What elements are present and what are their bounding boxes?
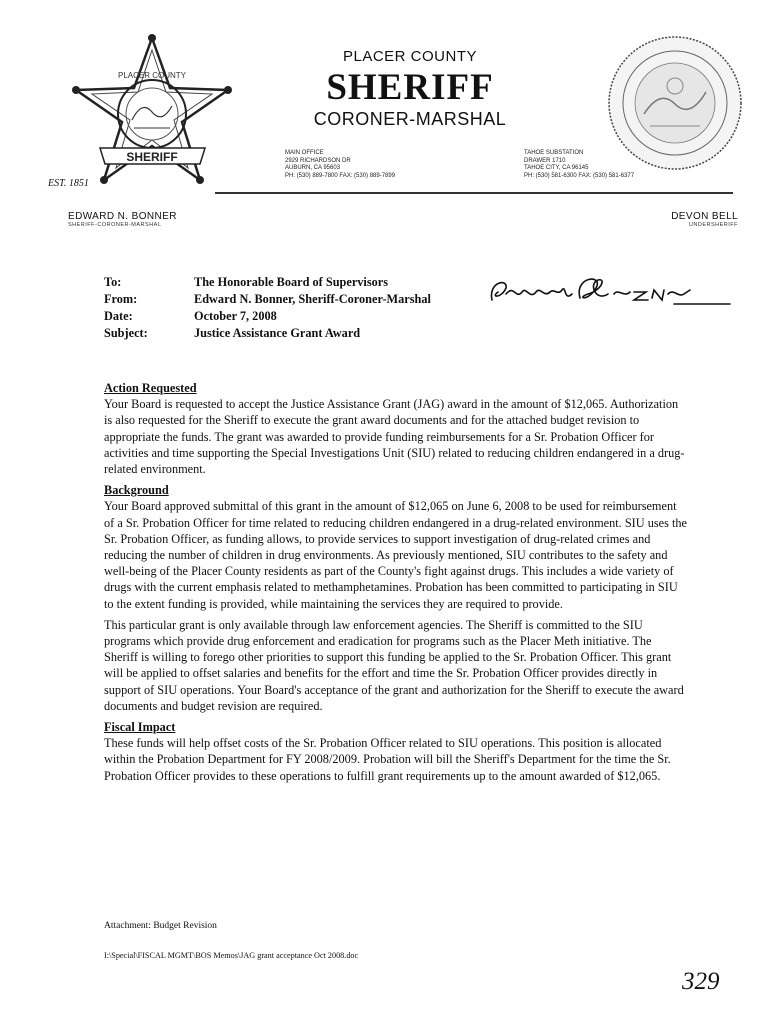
memo-subject-value: Justice Assistance Grant Award bbox=[194, 326, 361, 340]
page-number: 329 bbox=[682, 968, 720, 995]
badge-county-text: PLACER COUNTY bbox=[117, 71, 187, 80]
letterhead bbox=[0, 0, 770, 240]
agency-subtitle: CORONER-MARSHAL bbox=[313, 109, 507, 129]
sheriff-name: EDWARD N. BONNER bbox=[68, 211, 177, 222]
background-text-1: Your Board approved submittal of this grant in the amount of $12,065 on June 6, 2008 to be used for reimbursement of a Sr. Probation Officer for time related to reducing children endangered in a drug-related environment. SIU uses the Sr. Probation Officer, as funding allows, to provide services to support investigation of drug-related crimes and reducing the number of children in drug environments. As previously mentioned, SIU contributes to the safety and well-being of the Placer County residents as part of the County's fight against drugs. This includes a wide variety of drugs with the current emphasis related to methamphetamines. Probation has been committed to participating in SIU to the extent funding is provided, while maintaining the services they are required to provide. bbox=[104, 499, 687, 611]
background-heading: Background bbox=[104, 483, 169, 498]
main-office-line: 2929 RICHARDSON DR bbox=[285, 157, 351, 164]
memo-header bbox=[104, 274, 431, 342]
tahoe-office-line: TAHOE CITY, CA 96145 bbox=[524, 165, 589, 171]
file-path: I:\Special\FISCAL MGMT\BOS Memos\JAG grant acceptance Oct 2008.doc bbox=[104, 951, 359, 960]
memo-body bbox=[104, 380, 687, 784]
tahoe-office-line: TAHOE SUBSTATION bbox=[524, 150, 584, 156]
memo-label: Subject: bbox=[104, 326, 148, 340]
sheriff-official bbox=[68, 211, 177, 228]
undersheriff-official bbox=[671, 211, 738, 228]
memo-from-row bbox=[104, 291, 431, 308]
memo-to-row bbox=[104, 274, 431, 291]
letterhead-divider bbox=[215, 192, 733, 194]
fiscal-impact-text: These funds will help offset costs of the Sr. Probation Officer related to SIU operations. This position is allocated within the Probation Department for FY 2008/2009. Probation will bill the Sheriff's Department for the time the Sr. Probation Officer provides to these operations to fulfill grant requirements up to the amount awarded of $12,065. bbox=[104, 736, 671, 783]
action-requested-text: Your Board is requested to accept the Justice Assistance Grant (JAG) award in the amount of $12,065. Authorization is also requested for the Sheriff to execute the grant award documents and for the attached budget revision to appropriate the funds. The grant was awarded to provide funding reimbursements for a Sr. Probation Officer for activities and time supporting the Special Investigations Unit (SIU) related to reducing children endangered in a drug-related environment. bbox=[104, 397, 685, 477]
memo-label: To: bbox=[104, 275, 122, 289]
action-requested-heading: Action Requested bbox=[104, 381, 197, 395]
main-office-line: AUBURN, CA 95603 bbox=[285, 165, 341, 171]
main-office-line: PH: (530) 889-7800 FAX: (530) 889-7899 bbox=[285, 172, 396, 179]
background-text-2: This particular grant is only available through law enforcement agencies. The Sheriff is committed to the SIU programs which provide drug enforcement and eradication for programs such as the Placer Meth initiative. The Sheriff is willing to forego other priorities to support this funding be applied to the Sr. Probation Officer. This grant will be applied to offset salaries and benefits for the effort and time the Sr. Probation Officer provides directly in support of SIU operations. Your Board's acceptance of the grant and authorization for the Sheriff to execute the award documents and budget revision are required. bbox=[104, 617, 684, 713]
county-name: PLACER COUNTY bbox=[342, 48, 478, 65]
badge-sheriff-text: SHERIFF bbox=[126, 150, 178, 164]
undersheriff-name: DEVON BELL bbox=[671, 211, 738, 222]
agency-header bbox=[290, 48, 530, 130]
memo-date-value: October 7, 2008 bbox=[194, 309, 277, 323]
memo-date-row bbox=[104, 308, 431, 325]
tahoe-substation-address bbox=[524, 150, 734, 180]
attachment-note: Attachment: Budget Revision bbox=[104, 921, 217, 931]
undersheriff-title: UNDERSHERIFF bbox=[688, 222, 738, 228]
fiscal-impact-heading: Fiscal Impact bbox=[104, 720, 176, 735]
tahoe-office-line: PH: (530) 581-6300 FAX: (530) 581-6377 bbox=[524, 172, 635, 179]
memo-to-value: The Honorable Board of Supervisors bbox=[194, 275, 389, 289]
sheriff-title: SHERIFF-CORONER-MARSHAL bbox=[68, 222, 162, 228]
sheriff-star-badge-icon bbox=[40, 30, 265, 195]
main-office-address bbox=[285, 150, 485, 180]
established-year: EST. 1851 bbox=[48, 178, 89, 189]
agency-title: SHERIFF bbox=[326, 67, 494, 108]
memo-subject-row bbox=[104, 325, 431, 342]
memo-label: Date: bbox=[104, 309, 133, 323]
memo-label: From: bbox=[104, 292, 138, 306]
handwritten-signature bbox=[484, 272, 734, 312]
memo-from-value: Edward N. Bonner, Sheriff-Coroner-Marshal bbox=[194, 292, 431, 306]
tahoe-office-line: DRAWER 1710 bbox=[524, 157, 566, 164]
main-office-line: MAIN OFFICE bbox=[285, 150, 324, 156]
